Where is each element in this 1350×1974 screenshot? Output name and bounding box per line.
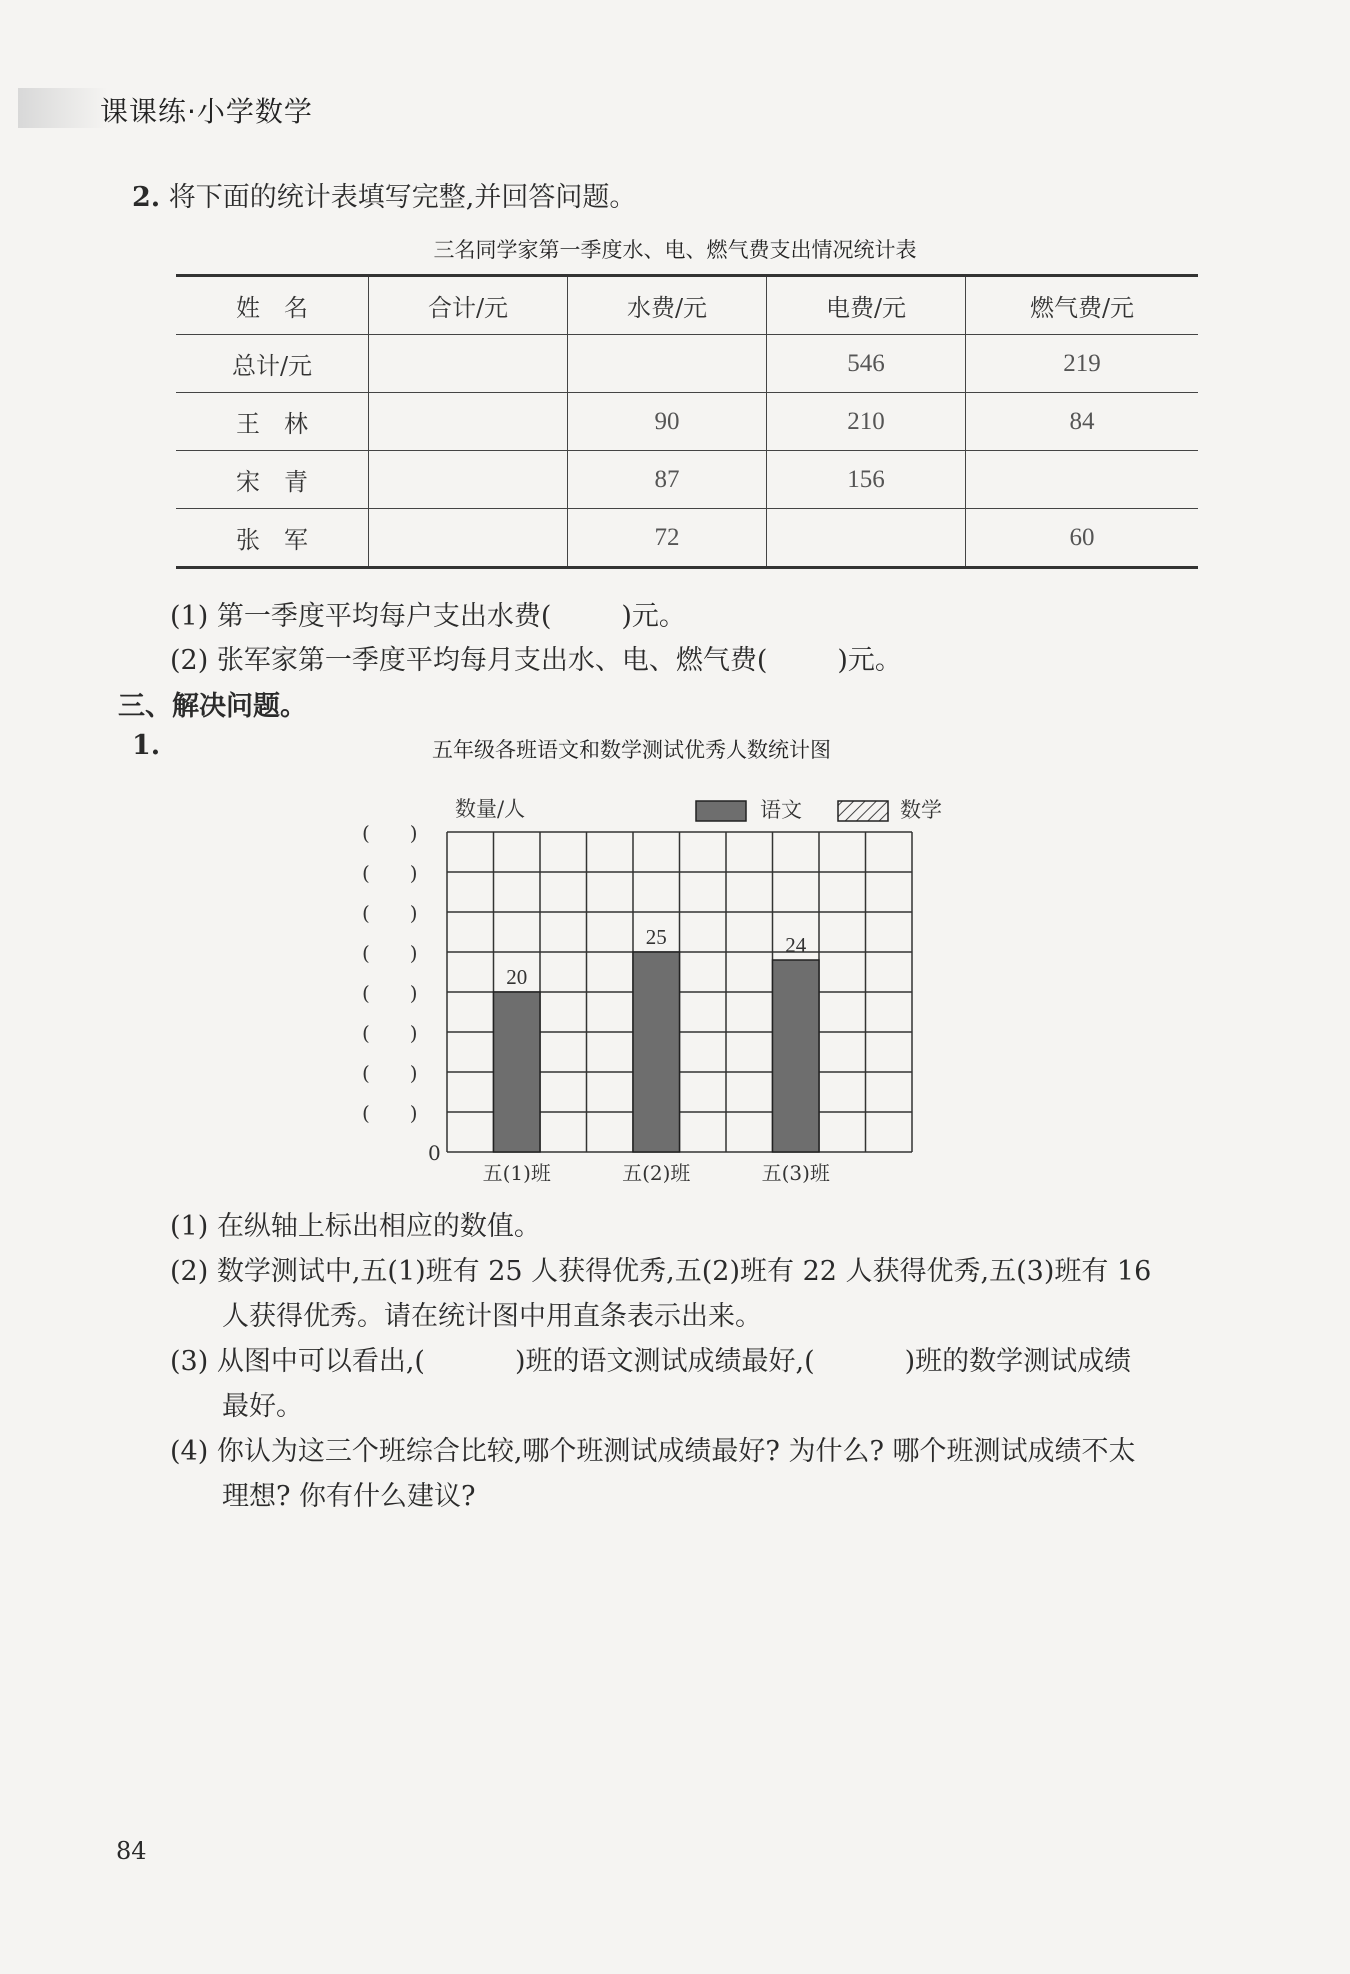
- section3-title: 三、解决问题。: [118, 691, 307, 722]
- header-title: 课课练·小学数学: [100, 95, 313, 128]
- q2-sub2-text-end: )元。: [837, 645, 902, 676]
- bar-data-label: 24: [785, 933, 807, 957]
- table-cell-blank[interactable]: [369, 393, 568, 451]
- header-band: [18, 88, 108, 128]
- y-tick-blank[interactable]: ( ): [362, 821, 418, 845]
- q3-sub4-line2: 理想? 你有什么建议?: [222, 1481, 476, 1512]
- y-tick-zero: 0: [428, 1141, 441, 1165]
- table-cell: 宋 青: [176, 451, 369, 509]
- q2-sub2: [170, 638, 902, 677]
- q2-sub1-text: (1) 第一季度平均每户支出水费(: [170, 601, 552, 632]
- y-axis-label: 数量/人: [455, 797, 526, 821]
- legend-swatch-shuxue: [838, 801, 888, 821]
- table-cell-blank[interactable]: [369, 335, 568, 393]
- bar-data-label: 25: [645, 925, 667, 949]
- col-header: 水费/元: [568, 276, 767, 335]
- chart-bars: [494, 952, 820, 1152]
- table-cell: 87: [568, 451, 767, 509]
- table-cell: 156: [767, 451, 966, 509]
- stat-table: [176, 274, 1198, 569]
- chart-labels: [362, 821, 830, 1185]
- legend-label-shuxue: 数学: [900, 798, 942, 822]
- table-cell-blank[interactable]: [966, 451, 1199, 509]
- table-cell-blank[interactable]: [369, 509, 568, 568]
- q3-1-number: 1.: [132, 730, 161, 761]
- page-number: 84: [116, 1837, 147, 1865]
- table-cell: 546: [767, 335, 966, 393]
- q3-sub2-line2: 人获得优秀。请在统计图中用直条表示出来。: [222, 1301, 762, 1332]
- table-cell: 张 军: [176, 509, 369, 568]
- table-cell: 72: [568, 509, 767, 568]
- legend-swatch-yuwen: [696, 801, 746, 821]
- bar-data-label: 20: [506, 965, 528, 989]
- chart-title: 五年级各班语文和数学测试优秀人数统计图: [432, 738, 831, 762]
- table-title: 三名同学家第一季度水、电、燃气费支出情况统计表: [433, 238, 917, 262]
- q2-prompt-line: [132, 175, 636, 214]
- q3-sub3-line2: 最好。: [222, 1391, 303, 1422]
- legend-label-yuwen: 语文: [760, 798, 802, 822]
- q2-sub1: [170, 594, 686, 633]
- table-cell-blank[interactable]: [767, 509, 966, 568]
- q3-sub3-text-c: )班的数学测试成绩: [904, 1346, 1132, 1377]
- x-tick-label: 五(3)班: [761, 1161, 830, 1185]
- table-row: [176, 451, 1198, 509]
- table-cell: 王 林: [176, 393, 369, 451]
- y-tick-blank[interactable]: ( ): [362, 901, 418, 925]
- col-header: 姓 名: [176, 276, 369, 335]
- y-tick-blank[interactable]: ( ): [362, 981, 418, 1005]
- q3-sub3-line1: [170, 1339, 1131, 1378]
- table-cell: 84: [966, 393, 1199, 451]
- table-cell: 210: [767, 393, 966, 451]
- table-row: [176, 393, 1198, 451]
- q3-sub3-text-a: (3) 从图中可以看出,(: [170, 1346, 425, 1377]
- col-header: 合计/元: [369, 276, 568, 335]
- q2-sub1-text-end: )元。: [621, 601, 686, 632]
- table-header-row: [176, 276, 1198, 335]
- table-cell: 60: [966, 509, 1199, 568]
- q3-sub4-line1: (4) 你认为这三个班综合比较,哪个班测试成绩最好? 为什么? 哪个班测试成绩不太: [170, 1436, 1136, 1467]
- y-tick-blank[interactable]: ( ): [362, 1101, 418, 1125]
- q2-number: 2.: [132, 182, 161, 213]
- bar-yuwen: [633, 952, 680, 1152]
- q3-sub1: (1) 在纵轴上标出相应的数值。: [170, 1211, 541, 1242]
- table-cell-blank[interactable]: [568, 335, 767, 393]
- table-row: [176, 335, 1198, 393]
- x-tick-label: 五(1)班: [482, 1161, 551, 1185]
- bar-yuwen: [773, 960, 820, 1152]
- y-tick-blank[interactable]: ( ): [362, 941, 418, 965]
- bar-chart[interactable]: [360, 785, 980, 1195]
- q3-number-line: [132, 730, 160, 761]
- table-cell: 总计/元: [176, 335, 369, 393]
- q3-sub3-text-b: )班的语文测试成绩最好,(: [514, 1346, 815, 1377]
- bar-yuwen: [494, 992, 541, 1152]
- table-cell: 90: [568, 393, 767, 451]
- x-tick-label: 五(2)班: [622, 1161, 691, 1185]
- q2-prompt: 将下面的统计表填写完整,并回答问题。: [168, 182, 637, 213]
- y-tick-blank[interactable]: ( ): [362, 1061, 418, 1085]
- q3-sub2-line1: (2) 数学测试中,五(1)班有 25 人获得优秀,五(2)班有 22 人获得优秀,五(3)班有 16: [170, 1256, 1152, 1287]
- col-header: 电费/元: [767, 276, 966, 335]
- table-cell: 219: [966, 335, 1199, 393]
- q2-sub2-text: (2) 张军家第一季度平均每月支出水、电、燃气费(: [170, 645, 768, 676]
- table-row: [176, 509, 1198, 568]
- y-tick-blank[interactable]: ( ): [362, 1021, 418, 1045]
- table-cell-blank[interactable]: [369, 451, 568, 509]
- y-tick-blank[interactable]: ( ): [362, 861, 418, 885]
- col-header: 燃气费/元: [966, 276, 1199, 335]
